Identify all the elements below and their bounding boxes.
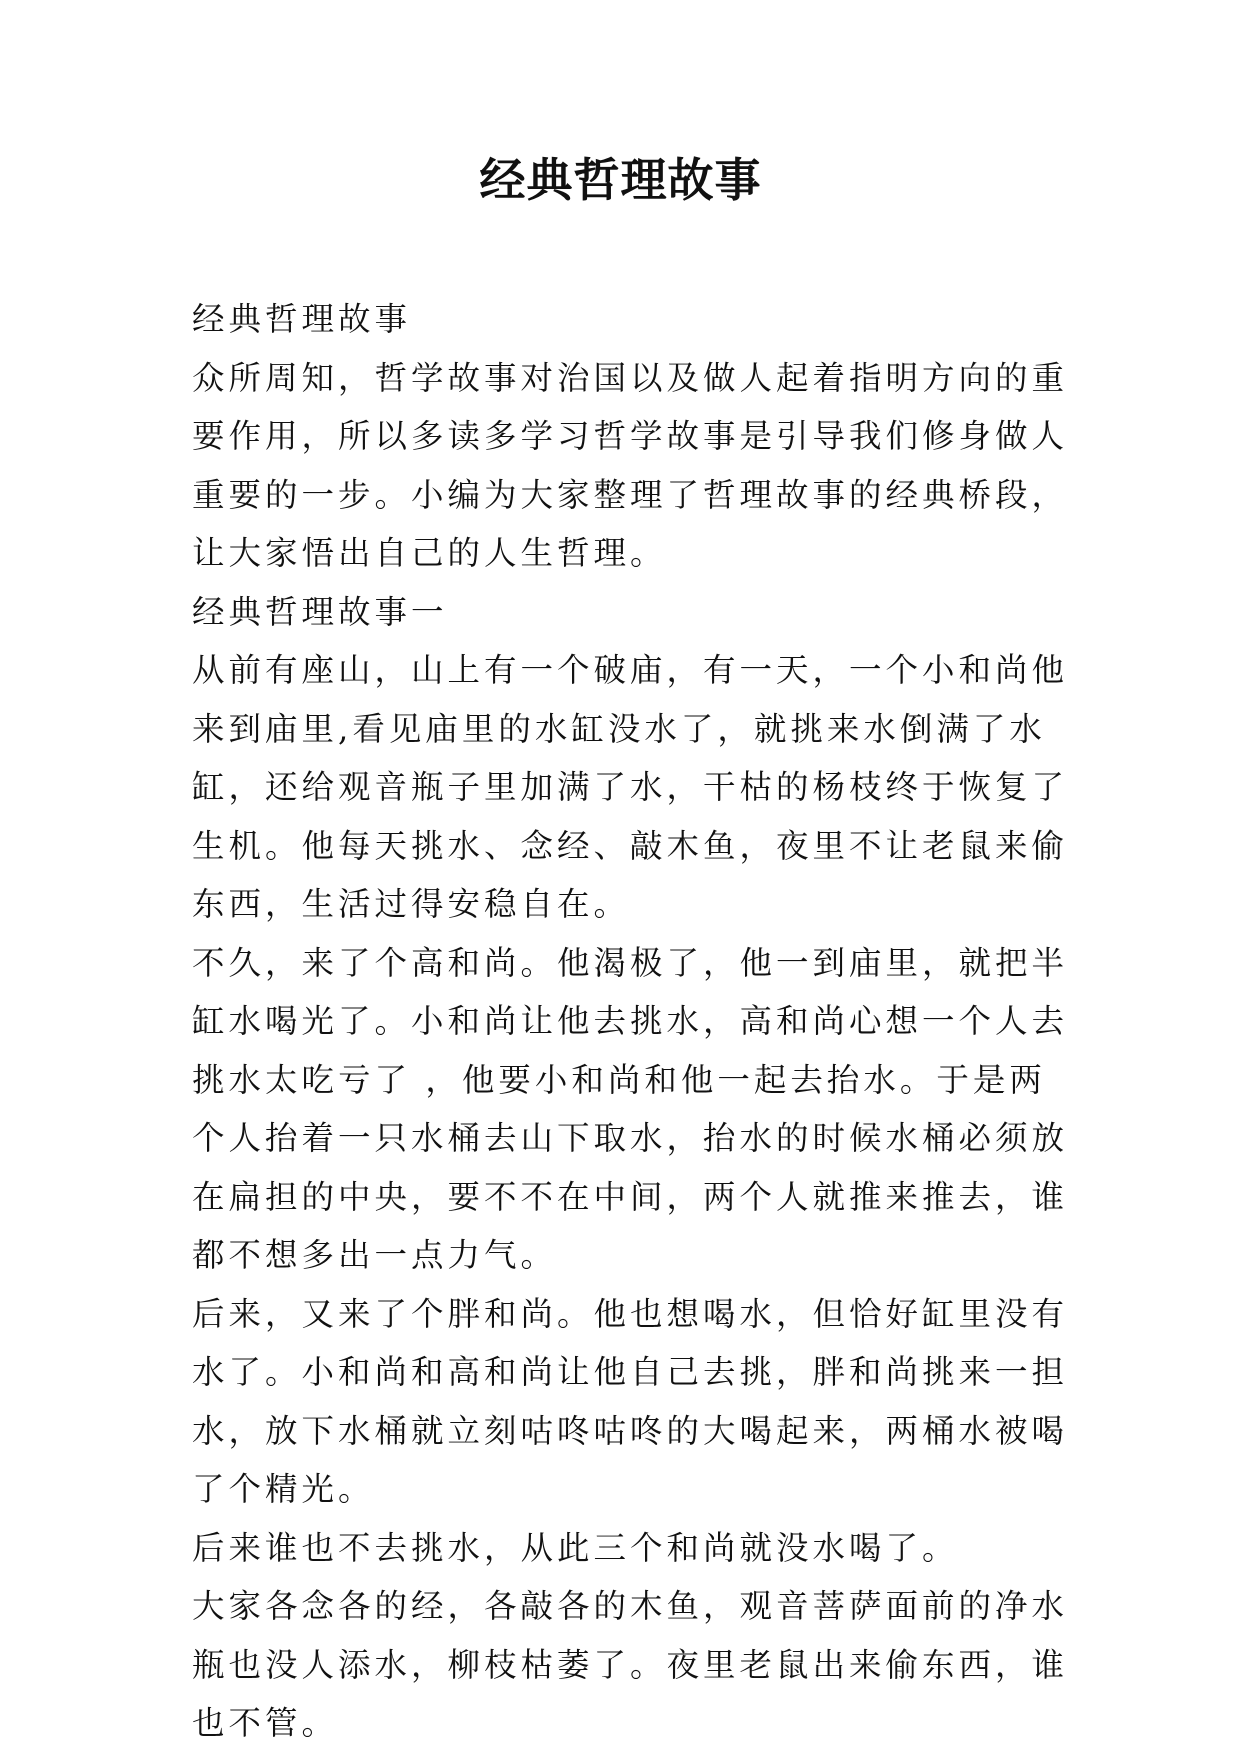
story-paragraph: 大家各念各的经，各敲各的木鱼，观音菩萨面前的净水瓶也没人添水，柳枝枯萎了。夜里老鼠出来偷东西，谁也不管。 — [192, 1587, 1069, 1742]
document-title: 经典哲理故事 — [479, 153, 762, 207]
document-body — [192, 290, 1072, 1753]
story-one-heading: 经典哲理故事一 — [192, 592, 448, 631]
story-paragraph: 不久，来了个高和尚。他渴极了，他一到庙里，就把半缸水喝光了。小和尚让他去挑水，高和尚心想一个人去挑水太吃亏了 ，他要小和尚和他一起去抬水。于是两个人抬着一只水桶去山下取水，抬水的时候水桶必须放在扁担的中央，要不不在中间，两个人就推来推去，谁都不想多出一点力气。 — [192, 943, 1069, 1274]
story-paragraph: 后来，又来了个胖和尚。他也想喝水，但恰好缸里没有水了。小和尚和高和尚让他自己去挑，胖和尚挑来一担水，放下水桶就立刻咕咚咕咚的大喝起来，两桶水被喝了个精光。 — [192, 1294, 1069, 1508]
section-heading: 经典哲理故事 — [192, 300, 412, 338]
story-paragraph: 后来谁也不去挑水，从此三个和尚就没水喝了。 — [192, 1528, 959, 1567]
intro-paragraph: 众所周知，哲学故事对治国以及做人起着指明方向的重要作用，所以多读多学习哲学故事是引导我们修身做人重要的一步。小编为大家整理了哲理故事的经典桥段，让大家悟出自己的人生哲理。 — [192, 358, 1069, 572]
story-paragraph: 从前有座山，山上有一个破庙，有一天，一个小和尚他来到庙里,看见庙里的水缸没水了，就挑来水倒满了水缸，还给观音瓶子里加满了水，干枯的杨枝终于恢复了生机。他每天挑水、念经、敲木鱼，夜里不让老鼠来偷东西，生活过得安稳自在。 — [192, 651, 1069, 923]
